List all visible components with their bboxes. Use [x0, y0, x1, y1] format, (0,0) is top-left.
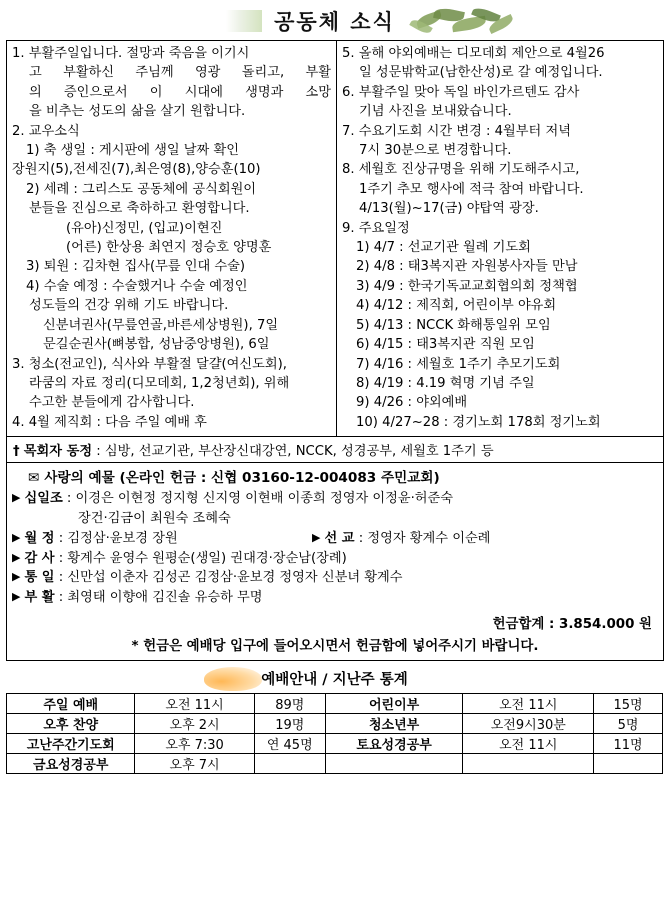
- news-item-number: 1.: [12, 46, 25, 61]
- table-row: [7, 437, 664, 463]
- schedule-item-text: 4/15 : 태3복지관 직원 모임: [373, 337, 535, 353]
- schedule-item-number: 10): [356, 414, 378, 430]
- stats-cell-count: 89명: [254, 693, 325, 713]
- news-item-line: 교우소식: [28, 123, 80, 139]
- stats-cell-label: 오후 찬양: [7, 713, 135, 733]
- schedule-item-number: 6): [356, 337, 370, 353]
- schedule-item-number: 3): [356, 278, 370, 294]
- news-item-line: 부활주일 맞아 독일 바인가르텐도 감사: [358, 84, 580, 100]
- news-table: [6, 40, 664, 661]
- offering-label: 월 정: [24, 530, 55, 546]
- sun-decoration-icon: [204, 667, 262, 691]
- news-item-number: 5.: [342, 46, 355, 61]
- stats-title: 예배안내 / 지난주 통계: [261, 672, 408, 689]
- dagger-icon: †: [13, 444, 20, 460]
- offering-row-right: [312, 529, 491, 549]
- schedule-item-text: 4/8 : 태3복지관 자원봉사자들 만남: [373, 259, 578, 275]
- schedule-item: [342, 374, 658, 393]
- news-item-line: 라쿰의 자료 정리(디모데회, 1,2청년회), 위해: [29, 375, 290, 391]
- schedule-item-text: 4/27~28 : 경기노회 178회 정기노회: [382, 414, 601, 430]
- stats-table: [6, 693, 663, 774]
- stats-cell-time: 오전 11시: [135, 693, 254, 713]
- leaf-decoration: [406, 6, 526, 36]
- stats-cell-label: 청소년부: [325, 713, 463, 733]
- news-subitem-line: 퇴원 : 김차현 집사(무릎 인대 수술): [43, 259, 246, 275]
- news-item-line: 청소(전교인), 식사와 부활절 달걀(여신도회),: [28, 356, 287, 372]
- stats-cell-count: 15명: [594, 693, 663, 713]
- offering-row-left: [12, 529, 326, 549]
- stats-cell-time: 오전 11시: [463, 733, 594, 753]
- stats-cell-label: 주일 예배: [7, 693, 135, 713]
- pastor-activity-text: : 심방, 선교기관, 부산장신대강연, NCCK, 성경공부, 세월호 1주기 등: [96, 444, 494, 460]
- schedule-item: [342, 238, 658, 257]
- schedule-item-text: 4/7 : 선교기관 월례 기도회: [373, 240, 531, 256]
- news-item-line: 일 성문밖학교(남한산성)로 갈 예정입니다.: [359, 65, 603, 81]
- schedule-item-number: 5): [356, 317, 370, 333]
- news-subitem-line: 수술 예정 : 수술했거나 수술 예정인: [43, 278, 248, 294]
- stats-cell-label: 고난주간기도회: [7, 733, 135, 753]
- news-item-number: 4.: [12, 414, 25, 430]
- news-subitem-line: 축 생일 : 게시판에 생일 날짜 확인: [43, 143, 239, 159]
- triangle-bullet-icon: ▶: [12, 530, 21, 544]
- news-item: [342, 44, 658, 63]
- banner-gradient-decoration: [226, 10, 262, 32]
- news-subitem-number: 1): [26, 143, 40, 159]
- news-item-number: 2.: [12, 123, 25, 139]
- news-subitem-number: 4): [26, 278, 40, 294]
- schedule-item-text: 4/13 : NCCK 화해통일위 모임: [373, 317, 551, 333]
- schedule-item: [342, 355, 658, 374]
- schedule-item: [342, 296, 658, 315]
- offering-label: 부 활: [24, 590, 55, 606]
- news-item-line: 올해 야외예배는 디모데회 제안으로 4월26: [358, 46, 605, 61]
- news-item: [342, 160, 658, 179]
- offering-label: 십일조: [24, 491, 63, 507]
- triangle-bullet-icon: ▶: [12, 491, 21, 505]
- news-item-line: 의 증인으로서 이 시대에 생명과 소망: [29, 84, 331, 100]
- schedule-item-text: 4/9 : 한국기독교교회협의회 정책협: [373, 278, 578, 294]
- news-subitem-line: 세례 : 그리스도 공동체에 공식회원이: [43, 181, 257, 197]
- mail-icon: ✉: [28, 470, 40, 487]
- schedule-item: [342, 393, 658, 412]
- schedule-item-text: 4/16 : 세월호 1주기 추모기도회: [373, 356, 561, 372]
- news-item-number: 9.: [342, 220, 355, 236]
- schedule-item: [342, 277, 658, 296]
- stats-cell-count: 19명: [254, 713, 325, 733]
- triangle-bullet-icon: ▶: [12, 590, 21, 604]
- stats-cell-time: 오후 7:30: [135, 733, 254, 753]
- offering-row: [12, 588, 658, 608]
- stats-cell-time: 오전 11시: [463, 693, 594, 713]
- schedule-item: [342, 257, 658, 276]
- left-column-cell: [7, 41, 337, 437]
- news-subitem-line: (어른) 한상용 최연지 정승호 양명훈: [66, 240, 272, 256]
- offering-value: : 최영태 이향애 김진솔 유승하 무명: [58, 590, 263, 606]
- news-subitem-line: 신분녀권사(무릎연골,바른세상병원), 7일: [43, 317, 279, 333]
- stats-cell-count: [594, 753, 663, 773]
- news-item-line: 7시 30분으로 변경합니다.: [359, 143, 512, 159]
- stats-cell-count: 5명: [594, 713, 663, 733]
- news-item-line: 부활주일입니다. 절망과 죽음을 이기시: [28, 46, 250, 61]
- news-item: [342, 83, 658, 102]
- schedule-item-text: 4/26 : 야외예배: [373, 395, 468, 411]
- schedule-item-number: 9): [356, 395, 370, 411]
- news-item-line: 주요일정: [358, 220, 410, 236]
- stats-cell-label: 토요성경공부: [325, 733, 463, 753]
- pastor-activity-label: 목회자 동정: [23, 444, 93, 460]
- pastor-activity-cell: [7, 437, 664, 463]
- news-subitem: [12, 257, 331, 276]
- offering-row: [12, 568, 658, 588]
- stats-cell-label: 어린이부: [325, 693, 463, 713]
- stats-cell-label: [325, 753, 463, 773]
- offering-label: 통 일: [24, 570, 55, 586]
- table-row: [7, 693, 663, 713]
- right-column-cell: [337, 41, 664, 437]
- table-row: [7, 463, 664, 661]
- stats-cell-time: [463, 753, 594, 773]
- news-item-line: 수요기도회 시간 변경 : 4월부터 저녁: [358, 123, 571, 139]
- news-item-line: 을 비추는 성도의 삶을 살기 원합니다.: [29, 104, 246, 120]
- news-item-line: 4월 제직회 : 다음 주일 예배 후: [28, 414, 207, 430]
- schedule-item: [342, 316, 658, 335]
- page-title: 공동체 소식: [274, 10, 395, 34]
- schedule-item-text: 4/12 : 제직회, 어린이부 야유회: [373, 298, 557, 314]
- triangle-bullet-icon: ▶: [312, 530, 321, 544]
- news-subitem: [12, 141, 331, 160]
- news-subitem: [12, 180, 331, 199]
- triangle-bullet-icon: ▶: [12, 550, 21, 564]
- news-subitem-line: 장원지(5),전세진(7),최은영(8),양승훈(10): [12, 162, 261, 178]
- schedule-item-number: 8): [356, 375, 370, 391]
- news-item: [342, 219, 658, 238]
- stats-banner: [6, 665, 663, 693]
- news-item-line: 세월호 진상규명을 위해 기도해주시고,: [358, 162, 580, 178]
- schedule-item-text: 4/19 : 4.19 혁명 기념 주일: [373, 375, 535, 391]
- offering-label: 선 교: [324, 530, 355, 546]
- offering-value: : 황계수 윤영수 원평순(생일) 권대경·장순남(장례): [58, 550, 347, 566]
- news-item-number: 3.: [12, 356, 25, 372]
- offering-row: [12, 489, 658, 509]
- schedule-item: [342, 413, 658, 432]
- news-item: [12, 355, 331, 374]
- news-item-number: 8.: [342, 162, 355, 178]
- offering-value: : 이경은 이현정 정지형 신지영 이현배 이종희 정영자 이정윤·허준숙: [66, 491, 454, 507]
- offering-cell: [7, 463, 664, 661]
- stats-cell-count: 연 45명: [254, 733, 325, 753]
- table-row: [7, 713, 663, 733]
- schedule-item-number: 2): [356, 259, 370, 275]
- stats-cell-time: 오전9시30분: [463, 713, 594, 733]
- offering-heading: [12, 466, 658, 486]
- news-subitem-number: 3): [26, 259, 40, 275]
- stats-cell-label: 금요성경공부: [7, 753, 135, 773]
- table-row: [7, 733, 663, 753]
- news-subitem-line: 성도들의 건강 위해 기도 바랍니다.: [29, 298, 229, 314]
- schedule-item-number: 4): [356, 298, 370, 314]
- news-subitem-line: (유아)신정민, (입교)이현진: [66, 220, 223, 236]
- news-item: [12, 44, 331, 63]
- schedule-item-number: 1): [356, 240, 370, 256]
- offering-row: [12, 549, 658, 569]
- offering-value: : 정영자 황계수 이순례: [358, 530, 491, 546]
- offering-label: 감 사: [24, 550, 55, 566]
- news-item-line: 수고한 분들에게 감사합니다.: [29, 395, 195, 411]
- news-item: [12, 122, 331, 141]
- offering-row-continued: 장건·김금이 최원숙 조혜숙: [78, 510, 231, 526]
- offering-value: : 신만섭 이춘자 김성곤 김정삼·윤보경 정영자 신분녀 황계수: [58, 570, 403, 586]
- news-item-line: 고 부활하신 주님께 영광 돌리고, 부활: [29, 65, 331, 81]
- title-banner: [6, 4, 663, 38]
- news-item-line: 기념 사진을 보내왔습니다.: [359, 104, 512, 120]
- schedule-item: [342, 335, 658, 354]
- table-row: [7, 753, 663, 773]
- schedule-item-number: 7): [356, 356, 370, 372]
- offering-row: [12, 529, 658, 549]
- news-subitem-line: 분들을 진심으로 축하하고 환영합니다.: [29, 201, 250, 217]
- offering-total: 헌금합계 : 3.854.000 원: [492, 616, 652, 632]
- stats-cell-time: 오후 7시: [135, 753, 254, 773]
- stats-cell-time: 오후 2시: [135, 713, 254, 733]
- news-subitem-line: 문길순권사(뼈봉합, 성남중앙병원), 6일: [43, 337, 270, 353]
- stats-cell-count: 11명: [594, 733, 663, 753]
- news-item-number: 6.: [342, 84, 355, 100]
- news-item-line: 4/13(월)~17(금) 야탑역 광장.: [359, 201, 539, 217]
- triangle-bullet-icon: ▶: [12, 570, 21, 584]
- news-item: [12, 413, 331, 432]
- offering-heading-text: 사랑의 예물 (온라인 헌금 : 신협 03160-12-004083 주민교회): [44, 470, 440, 487]
- offering-note: * 헌금은 예배당 입구에 들어오시면서 헌금함에 넣어주시기 바랍니다.: [131, 638, 539, 654]
- news-subitem-number: 2): [26, 181, 40, 197]
- news-subitem: [12, 277, 331, 296]
- news-item: [342, 122, 658, 141]
- pastor-activity-line: [13, 440, 657, 459]
- stats-cell-count: [254, 753, 325, 773]
- news-item-line: 1주기 추모 행사에 적극 참여 바랍니다.: [359, 181, 584, 197]
- news-item-number: 7.: [342, 123, 355, 139]
- offering-value: : 김정삼·윤보경 장원: [58, 530, 178, 546]
